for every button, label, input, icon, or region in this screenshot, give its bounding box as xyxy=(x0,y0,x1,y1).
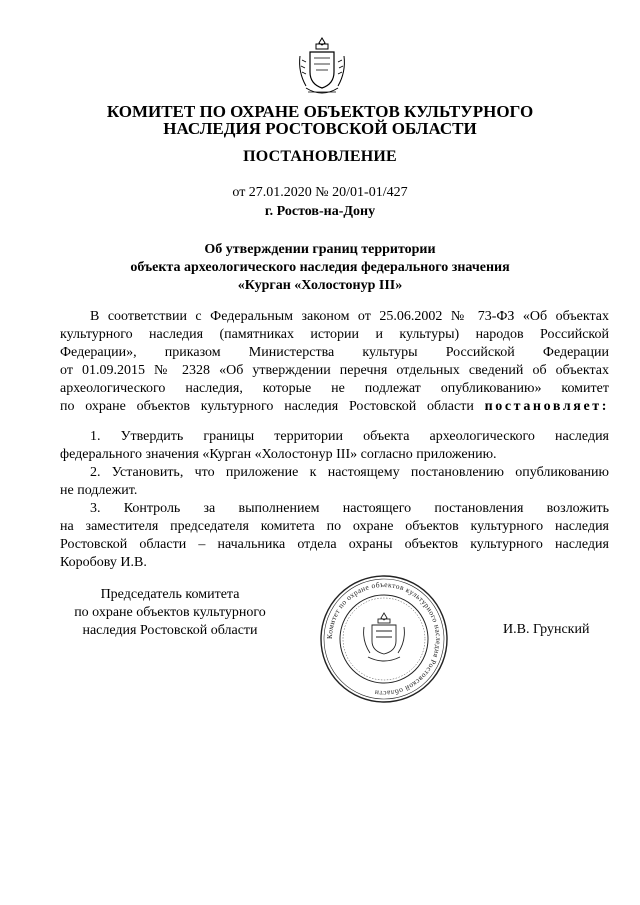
date-and-number: от 27.01.2020 № 20/01-01/427 xyxy=(232,185,408,200)
preamble-paragraph xyxy=(60,308,609,416)
seal-text: Комитет по охране объектов культурного наследия Ростовской области xyxy=(324,579,444,699)
document-title-line2: объекта археологического наследия федерального значения xyxy=(130,260,510,275)
document-title-line3: «Курган «Холостонур III» xyxy=(237,278,403,293)
text-line: культурного наследия (памятниках истории и культуры) народов Российской xyxy=(60,327,609,342)
resolution-item-2 xyxy=(60,464,609,500)
coat-of-arms-emblem xyxy=(296,36,348,100)
signatory-position xyxy=(60,586,280,640)
text-line: 1. Утвердить границы территории объекта археологического наследия xyxy=(90,429,609,444)
text-line: 3. Контроль за выполнением настоящего постановления возложить xyxy=(90,501,609,516)
organization-name-line1: КОМИТЕТ ПО ОХРАНЕ ОБЪЕКТОВ КУЛЬТУРНОГО xyxy=(106,102,534,121)
text-line xyxy=(60,398,609,416)
resolution-item-1 xyxy=(60,428,609,464)
text-line: археологического наследия, которые не подлежат опубликованию» комитет xyxy=(60,381,609,396)
signatory-position-line3: наследия Ростовской области xyxy=(82,623,258,638)
signatory-position-line2: по охране объектов культурного xyxy=(74,605,266,620)
city: г. Ростов-на-Дону xyxy=(264,204,376,219)
resolves-word: постановляет: xyxy=(484,399,609,414)
text-line: Коробову И.В. xyxy=(60,555,147,570)
text-line: В соответствии с Федеральным законом от 25.06.2002 № 73-ФЗ «Об объектах xyxy=(90,309,609,324)
text-line: Федерации», приказом Министерства культуры Российской Федерации xyxy=(60,345,609,360)
resolution-item-3 xyxy=(60,500,609,572)
svg-text:Комитет по охране объектов кул xyxy=(325,580,443,698)
document-title-line1: Об утверждении границ территории xyxy=(204,242,436,257)
text-line: не подлежит. xyxy=(60,483,138,498)
official-seal-stamp xyxy=(318,573,450,705)
text-line: на заместителя председателя комитета по охране объектов культурного наследия xyxy=(60,519,609,534)
document-type-heading: ПОСТАНОВЛЕНИЕ xyxy=(243,148,397,165)
text-line-content: по охране объектов культурного наследия Ростовской области xyxy=(60,399,474,414)
signatory-name: И.В. Грунский xyxy=(503,622,590,637)
text-line: от 01.09.2015 № 2328 «Об утверждении перечня отдельных сведений об объектах xyxy=(60,363,609,378)
text-line: 2. Установить, что приложение к настоящему постановлению опубликованию xyxy=(90,465,609,480)
text-line: Ростовской области – начальника отдела охраны объектов культурного наследия xyxy=(60,537,609,552)
organization-name-line2: НАСЛЕДИЯ РОСТОВСКОЙ ОБЛАСТИ xyxy=(163,119,477,138)
signatory-position-line1: Председатель комитета xyxy=(100,587,240,602)
text-line: федерального значения «Курган «Холостонур III» согласно приложению. xyxy=(60,447,497,462)
